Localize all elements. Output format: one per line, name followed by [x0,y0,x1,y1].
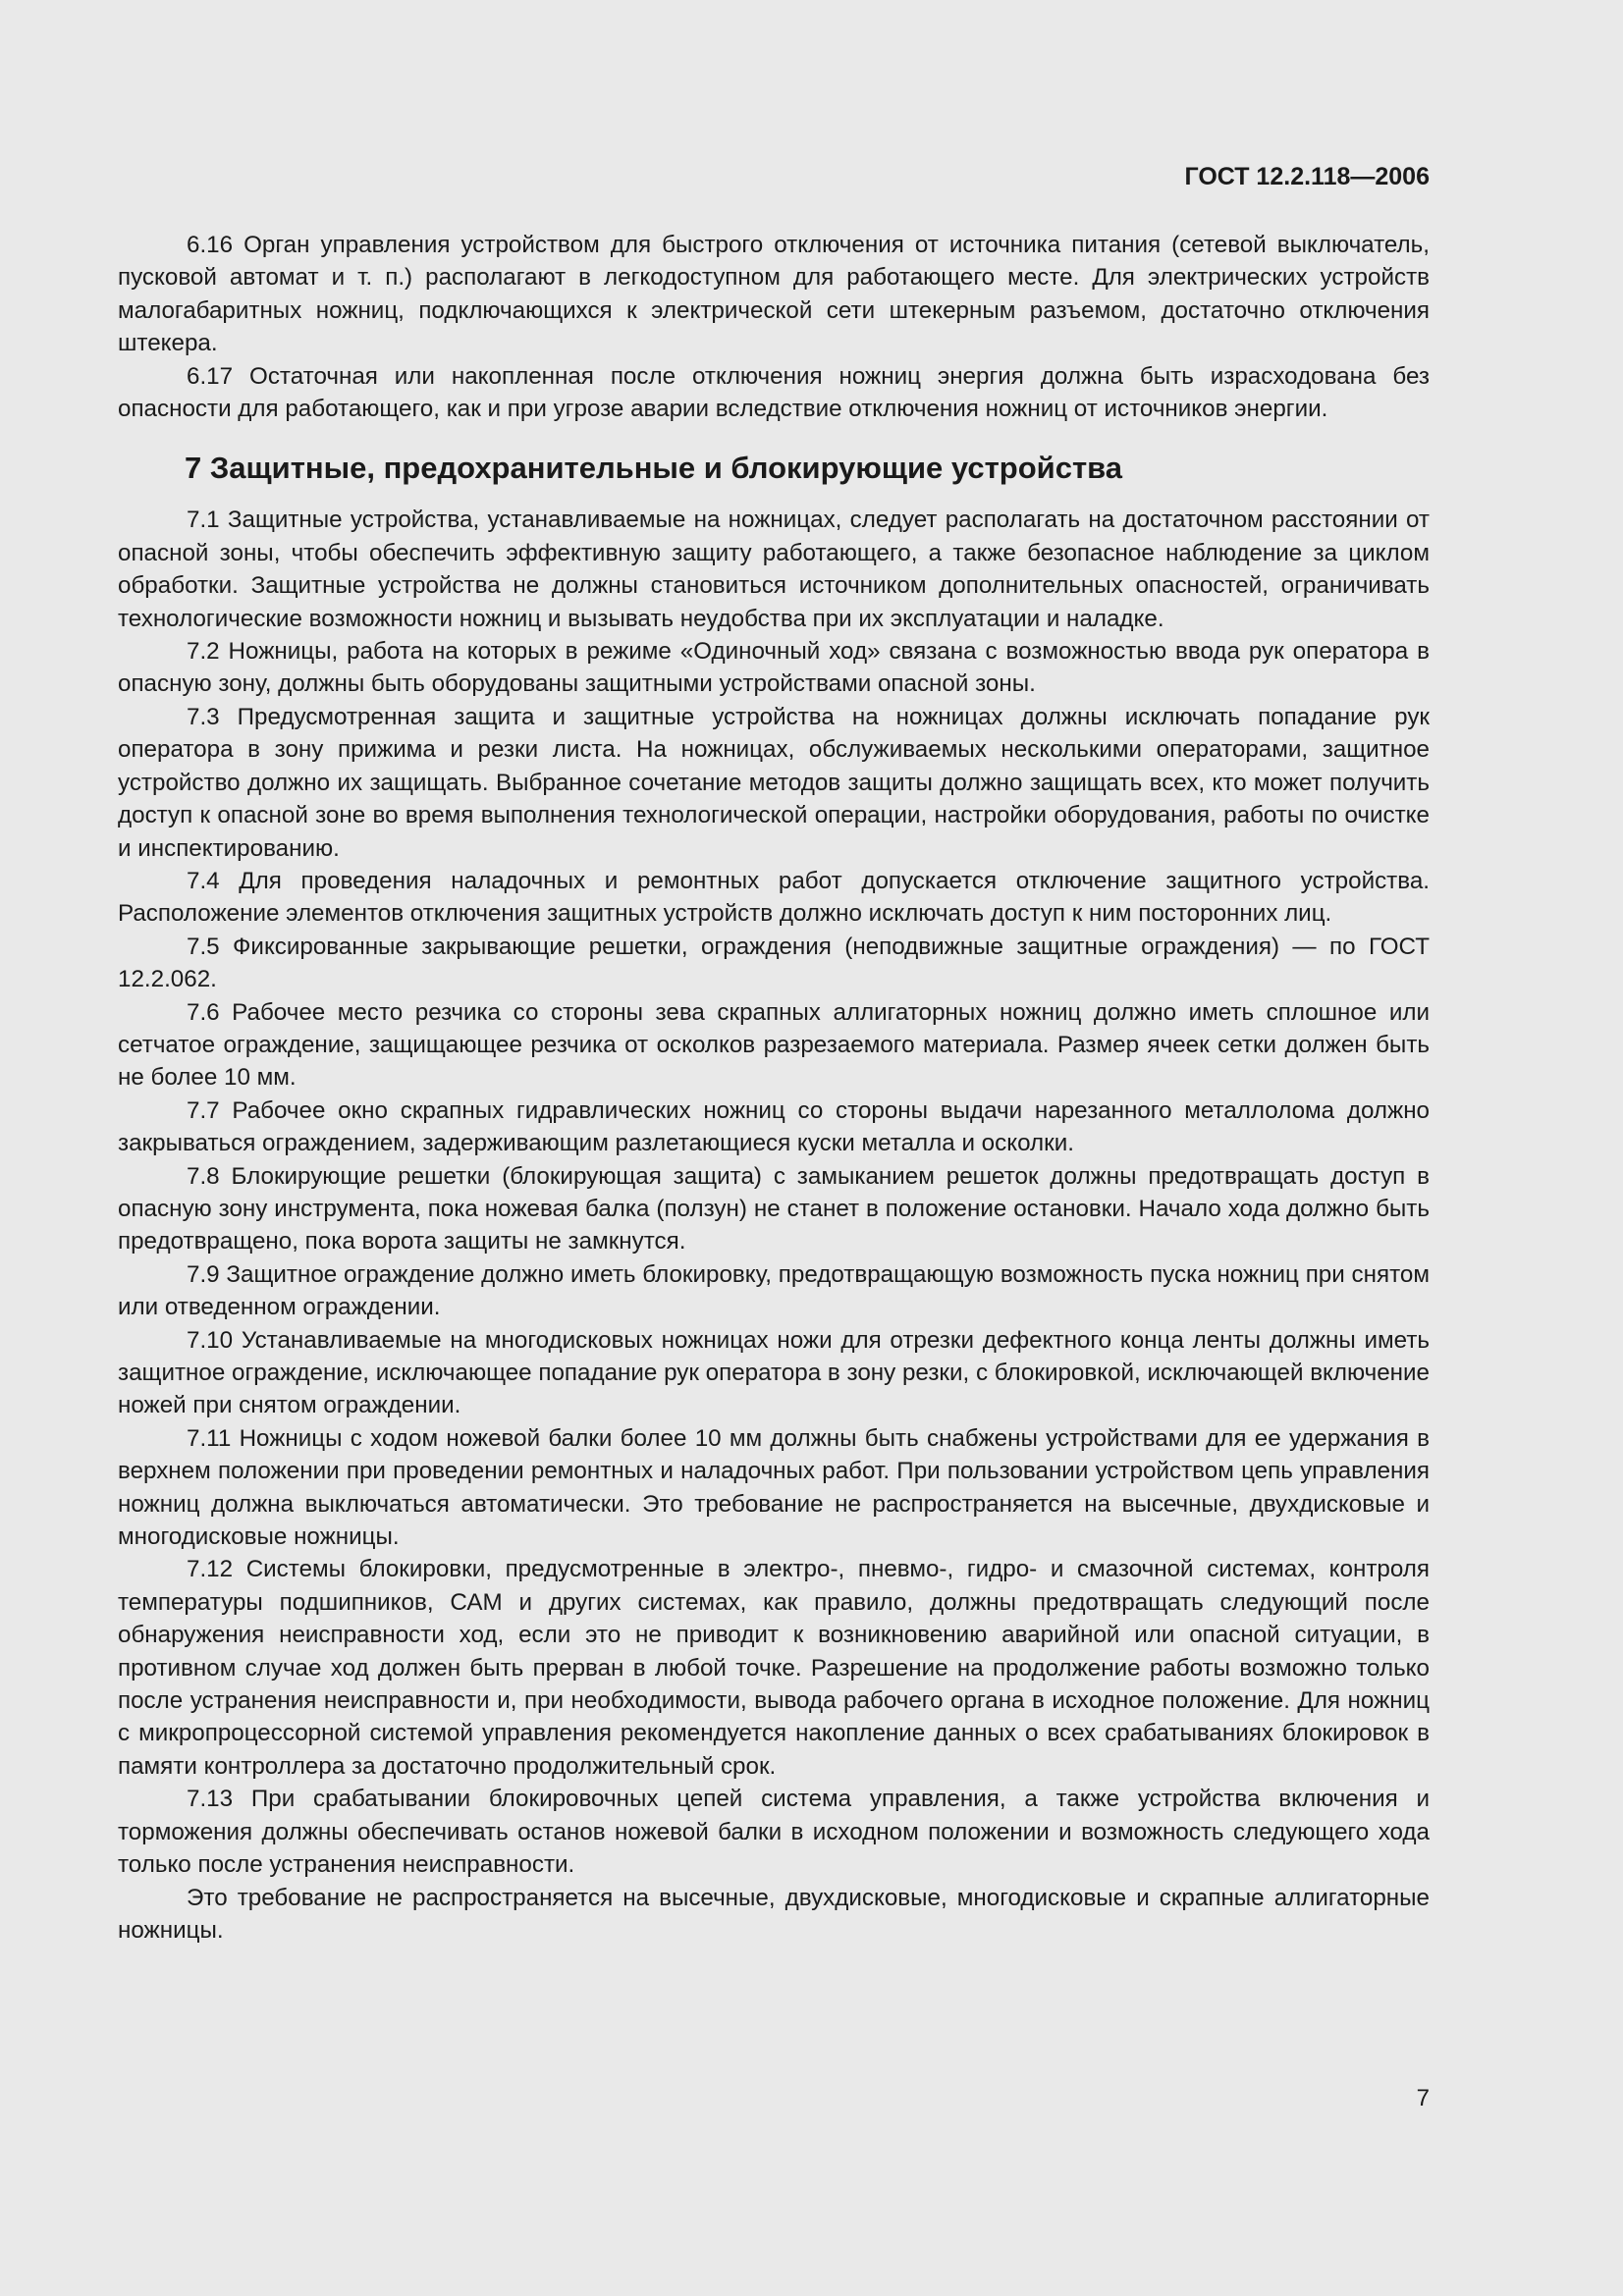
paragraph-7-5: 7.5 Фиксированные закрывающие решетки, ограждения (неподвижные защитные ограждения) — по ГОСТ 12.2.062. [118,933,1430,993]
paragraph-7-2: 7.2 Ножницы, работа на которых в режиме «Одиночный ход» связана с возможностью ввода рук оператора в опасную зону, должны быть оборудованы защитными устройствами опасной зоны. [118,638,1430,698]
paragraph-7-3: 7.3 Предусмотренная защита и защитные устройства на ножницах должны исключать попадание рук оператора в зону прижима и резки листа. На ножницах, обслуживаемых несколькими операторами, защитное устройство должно их защищать. Выбранное сочетание методов защиты должно защищать всех, кто может получить доступ к опасной зоне во время выполнения технологической операции, настройки оборудования, работы по очистке и инспектированию. [118,703,1430,862]
paragraph-6-16: 6.16 Орган управления устройством для быстрого отключения от источника питания (сетевой выключатель, пусковой автомат и т. п.) располагают в легкодоступном для работающего месте. Для электрических устройств малогабаритных ножниц, подключающихся к электрической сети штекерным разъемом, достаточно отключения штекера. [118,232,1430,357]
paragraph-7-9: 7.9 Защитное ограждение должно иметь блокировку, предотвращающую возможность пуска ножниц при снятом или отведенном ограждении. [118,1260,1430,1321]
paragraph-7-7: 7.7 Рабочее окно скрапных гидравлических ножниц со стороны выдачи нарезанного металлолома должно закрываться ограждением, задерживающим разлетающиеся куски металла и осколки. [118,1096,1430,1157]
section-heading-7: 7 Защитные, предохранительные и блокирующие устройства [185,451,1123,486]
paragraph-7-1: 7.1 Защитные устройства, устанавливаемые на ножницах, следует располагать на достаточном расстоянии от опасной зоны, чтобы обеспечить эффективную защиту работающего, а также безопасное наблюдение за циклом обработки. Защитные устройства не должны становиться источником дополнительных опасностей, ограничивать технологические возможности ножниц и вызывать неудобства при их эксплуатации и наладке. [118,507,1430,632]
paragraph-7-8: 7.8 Блокирующие решетки (блокирующая защита) с замыканием решеток должны предотвращать доступ в опасную зону инструмента, пока ножевая балка (ползун) не станет в положение остановки. Начало хода должно быть предотвращено, пока ворота защиты не замкнутся. [118,1162,1430,1255]
paragraph-7-13: 7.13 При срабатывании блокировочных цепей система управления, а также устройства включения и торможения должны обеспечивать останов ножевой балки в исходном положении и возможность следующего хода только после устранения неисправности. [118,1786,1430,1879]
paragraph-7-10: 7.10 Устанавливаемые на многодисковых ножницах ножи для отрезки дефектного конца ленты должны иметь защитное ограждение, исключающее попадание рук оператора в зону резки, с блокировкой, исключающей включение ножей при снятом ограждении. [118,1326,1430,1419]
paragraph-7-4: 7.4 Для проведения наладочных и ремонтных работ допускается отключение защитного устройства. Расположение элементов отключения защитных устройств должно исключать доступ к ним посторонних лиц. [118,867,1430,928]
page-content [118,229,1430,1947]
paragraph-7-11: 7.11 Ножницы с ходом ножевой балки более 10 мм должны быть снабжены устройствами для ее удержания в верхнем положении при проведении ремонтных и наладочных работ. При пользовании устройством цепь управления ножниц должна выключаться автоматически. Это требование не распространяется на высечные, двухдисковые и многодисковые ножницы. [118,1424,1430,1551]
page-number: 7 [1416,2085,1430,2111]
document-code: ГОСТ 12.2.118—2006 [1184,163,1430,190]
paragraph-7-13-note: Это требование не распространяется на высечные, двухдисковые, многодисковые и скрапные аллигаторные ножницы. [118,1884,1430,1944]
paragraph-7-12: 7.12 Системы блокировки, предусмотренные в электро-, пневмо-, гидро- и смазочной системах, контроля температуры подшипников, САМ и других системах, как правило, должны предотвращать следующий после обнаружения неисправности ход, если это не приводит к возникновению аварийной или опасной ситуации, в противном случае ход должен быть прерван в любой точке. Разрешение на продолжение работы возможно только после устранения неисправности и, при необходимости, вывода рабочего органа в исходное положение. Для ножниц с микропроцессорной системой управления рекомендуется накопление данных о всех срабатываниях блокировок в памяти контроллера за достаточно продолжительный срок. [118,1556,1430,1780]
paragraph-7-6: 7.6 Рабочее место резчика со стороны зева скрапных аллигаторных ножниц должно иметь сплошное или сетчатое ограждение, защищающее резчика от осколков разрезаемого материала. Размер ячеек сетки должен быть не более 10 мм. [118,998,1430,1092]
paragraph-6-17: 6.17 Остаточная или накопленная после отключения ножниц энергия должна быть израсходована без опасности для работающего, как и при угрозе аварии вследствие отключения ножниц от источников энергии. [118,362,1430,423]
